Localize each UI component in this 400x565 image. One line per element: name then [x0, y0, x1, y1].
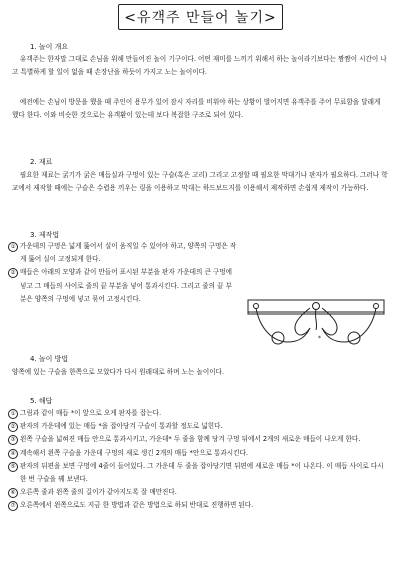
step-number: ① [8, 409, 18, 419]
step-item [8, 486, 392, 499]
step-item [8, 433, 392, 446]
document-title: <유객주 만들어 놀기> [118, 4, 283, 30]
step-number: ① [8, 242, 18, 252]
knot-diagram-figure [244, 290, 388, 352]
section-5-heading: 5. 해답 [30, 397, 53, 405]
step-text: 매듭은 아래의 모양과 같이 만들어 표시된 부분을 판자 가운데의 큰 구멍에 넣고 그 매듭의 사이로 줄의 끝 부분을 넣어 통과시킨다. 그리고 줄의 끝 부분은 양쪽의 구멍에 넣고 묶어 고정시킨다. [20, 268, 233, 303]
section-1-paragraph-2: 예전에는 손님이 방문을 했을 때 주인이 용무가 있어 잠시 자리를 비워야 하는 상황이 벌어지면 유객주를 주어 무료함을 달래게 했다 한다. 이와 비슷한 것으로는 유객환이 있는데 보다 복잡한 구조로 되어 있다. [12, 98, 381, 119]
section-5-steps [8, 407, 392, 513]
step-text: 판자의 가운데에 있는 매듭 *을 잡아당겨 구슬이 통과할 정도로 넓힌다. [20, 422, 223, 431]
section-4-heading: 4. 놀이 방법 [30, 355, 69, 363]
section-1-paragraph-1: 유객주는 한자말 그대로 손님을 위해 만들어진 놀이 기구이다. 어떤 재미를 느끼기 위해서 하는 놀이라기보다는 짬짬이 시간이 나고 특별하게 할 일이 없을 때 손장난을 하듯이 가지고 노는 놀이이다. [12, 55, 387, 76]
section-1-heading: 1. 놀이 개요 [30, 43, 69, 51]
right-hole [374, 304, 379, 309]
step-number: ⑥ [8, 488, 18, 498]
section-2-heading: 2. 재료 [30, 158, 53, 166]
section-3-heading: 3. 제작법 [30, 231, 60, 239]
step-text: 판자의 뒤편을 보면 구멍에 4줄이 들어있다. 그 가운데 두 줄을 잡아당기면 뒤편에 새로운 매듭 *이 나온다. 이 매듭 사이로 다시 한 번 구슬을 꿰 보낸다. [20, 461, 384, 484]
step-number: ③ [8, 435, 18, 445]
step-item [8, 460, 392, 486]
section-4-paragraph: 양쪽에 있는 구슬을 한쪽으로 모았다가 다시 원래대로 하며 노는 놀이이다. [12, 368, 225, 376]
section-2-paragraph: 필요한 재료는 굵기가 굵은 매듭실과 구멍이 있는 구슬(혹은 고리) 그리고 고정할 때 필요한 막대기나 판자가 필요하다. 그러나 학교에서 제작할 때에는 구슬은 수렵용 끼우는 링을 이용하고 막대는 하드보드지를 이용해서 제작하면 손쉽게 제작이 가능하다. [12, 171, 388, 192]
step-number: ④ [8, 449, 18, 459]
string-right [322, 308, 376, 342]
step-number: ⑤ [8, 462, 18, 472]
step-text: 가운데의 구멍은 넓게 뚫어서 실이 움직일 수 있어야 하고, 양쪽의 구멍은 작게 뚫어 실이 고정되게 한다. [20, 242, 237, 264]
step-text: 오른쪽에서 왼쪽으로도 지금 한 방법과 같은 방법으로 하되 반대로 진행하면 된다. [20, 501, 254, 510]
step-text: 그림과 같이 매듭 *이 앞으로 오게 판자를 잡는다. [20, 409, 162, 417]
step-text: 오른쪽 줄과 왼쪽 줄의 길이가 같아지도록 잘 매만진다. [20, 488, 177, 497]
step-text: 왼쪽 구슬을 넓혀진 매듭 안으로 통과시키고, 가운데* 두 줄을 함께 당겨 구멍 뒤에서 2개의 새로운 매듭이 나오게 한다. [20, 435, 361, 444]
center-hole [313, 303, 320, 310]
step-item [8, 420, 392, 433]
step-item [8, 499, 392, 512]
step-number: ② [8, 268, 18, 278]
step-item [8, 407, 392, 420]
step-number: ② [8, 422, 18, 432]
step-item [8, 240, 238, 266]
step-item [8, 266, 238, 306]
step-text: 계속해서 왼쪽 구슬을 가운데 구멍의 새로 생긴 2개의 매듭 *안으로 통과시킨다. [20, 448, 249, 457]
knot-marker: * [318, 335, 321, 342]
step-item [8, 447, 392, 460]
section-3-steps [8, 240, 238, 306]
left-hole [254, 304, 259, 309]
step-number: ⑦ [8, 501, 18, 511]
string-left [256, 308, 310, 342]
